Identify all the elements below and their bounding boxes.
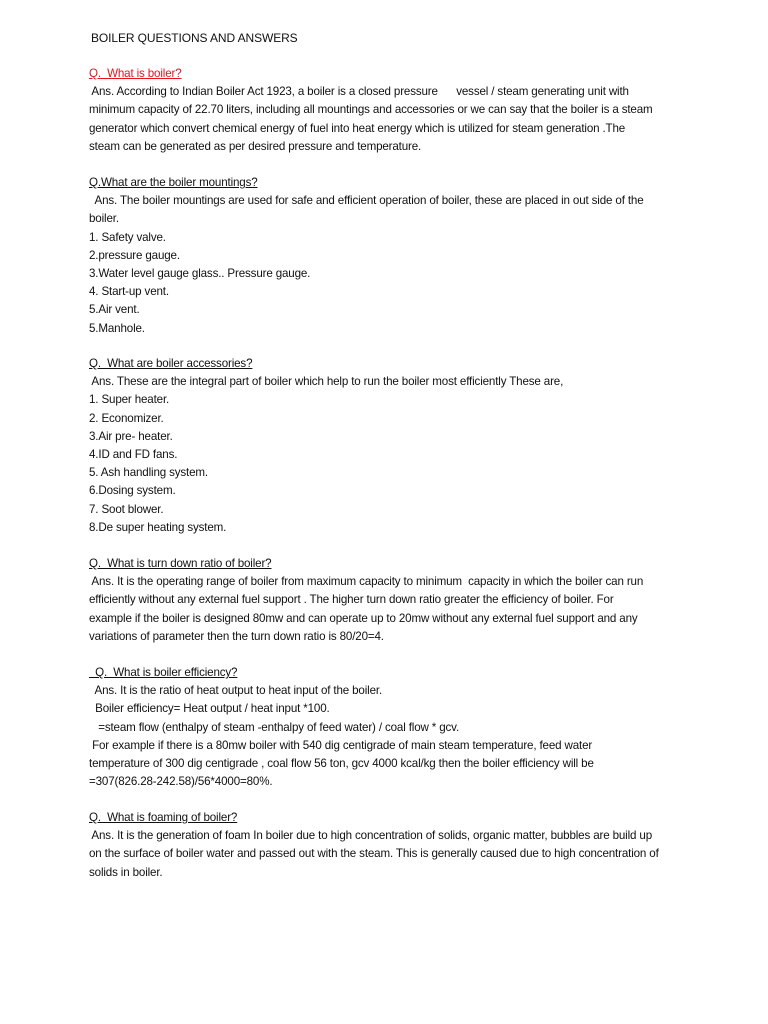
list-item: 7. Soot blower.: [89, 502, 164, 516]
answer-line: efficiently without any external fuel support . The higher turn down ratio greater the efficiency of boiler. For: [89, 593, 614, 607]
list-item: 3.Air pre- heater.: [89, 429, 173, 443]
question-heading: Q. What are boiler accessories?: [89, 357, 253, 370]
list-item: 5.Manhole.: [89, 321, 145, 335]
list-item: 4.ID and FD fans.: [89, 448, 178, 462]
list-item: 5. Ash handling system.: [89, 466, 208, 480]
qa-section-boiler-accessories: [89, 355, 689, 537]
list-item: 1. Super heater.: [89, 393, 170, 407]
answer-line: boiler.: [89, 212, 119, 226]
answer-line: solids in boiler.: [89, 865, 163, 879]
list-item: 5.Air vent.: [89, 303, 140, 317]
answer-line: Ans. According to Indian Boiler Act 1923, a boiler is a closed pressure vessel / steam generating unit with: [89, 85, 629, 99]
qa-section-boiler-efficiency: [89, 664, 689, 791]
formula-line: Boiler efficiency= Heat output / heat input *100.: [89, 702, 330, 716]
list-item: 8.De super heating system.: [89, 520, 227, 534]
qa-section-foaming: [89, 809, 689, 882]
answer-line: Ans. It is the ratio of heat output to heat input of the boiler.: [89, 684, 383, 698]
qa-section-boiler-mountings: [89, 174, 689, 338]
qa-section-turn-down-ratio: [89, 555, 689, 646]
qa-section-what-is-boiler: [89, 65, 689, 156]
answer-line: variations of parameter then the turn down ratio is 80/20=4.: [89, 629, 384, 643]
question-heading: Q. What is turn down ratio of boiler?: [89, 557, 272, 570]
answer-line: generator which convert chemical energy of fuel into heat energy which is utilized for steam generation .The: [89, 121, 626, 135]
answer-line: Ans. It is the operating range of boiler from maximum capacity to minimum capacity in which the boiler can run: [89, 575, 644, 589]
answer-line: minimum capacity of 22.70 liters, including all mountings and accessories or we can say that the boiler is a steam: [89, 103, 653, 117]
answer-line: example if the boiler is designed 80mw and can operate up to 20mw without any external fuel support and any: [89, 611, 638, 625]
question-heading: Q.What are the boiler mountings?: [89, 176, 258, 189]
list-item: 1. Safety valve.: [89, 230, 166, 244]
answer-line: temperature of 300 dig centigrade , coal flow 56 ton, gcv 4000 kcal/kg then the boiler efficiency will be: [89, 757, 594, 771]
list-item: 2.pressure gauge.: [89, 248, 180, 262]
question-heading: Q. What is boiler?: [89, 67, 182, 80]
answer-line: For example if there is a 80mw boiler with 540 dig centigrade of main steam temperature, feed water: [89, 738, 593, 752]
question-heading: Q. What is foaming of boiler?: [89, 811, 238, 824]
list-item: 2. Economizer.: [89, 411, 164, 425]
answer-line: Ans. It is the generation of foam In boiler due to high concentration of solids, organic matter, bubbles are build up: [89, 829, 652, 843]
question-heading: Q. What is boiler efficiency?: [89, 666, 238, 679]
document-title: BOILER QUESTIONS AND ANSWERS: [91, 31, 298, 45]
answer-line: steam can be generated as per desired pressure and temperature.: [89, 139, 422, 153]
answer-line: Ans. These are the integral part of boiler which help to run the boiler most efficiently These are,: [89, 375, 564, 389]
list-item: 4. Start-up vent.: [89, 285, 169, 299]
list-item: 6.Dosing system.: [89, 484, 176, 498]
formula-line: =steam flow (enthalpy of steam -enthalpy of feed water) / coal flow * gcv.: [89, 720, 460, 734]
formula-line: =307(826.28-242.58)/56*4000=80%.: [89, 775, 273, 789]
answer-line: on the surface of boiler water and passed out with the steam. This is generally caused due to high concentration of: [89, 847, 659, 861]
answer-line: Ans. The boiler mountings are used for safe and efficient operation of boiler, these are placed in out side of the: [89, 194, 644, 208]
list-item: 3.Water level gauge glass.. Pressure gauge.: [89, 267, 311, 281]
